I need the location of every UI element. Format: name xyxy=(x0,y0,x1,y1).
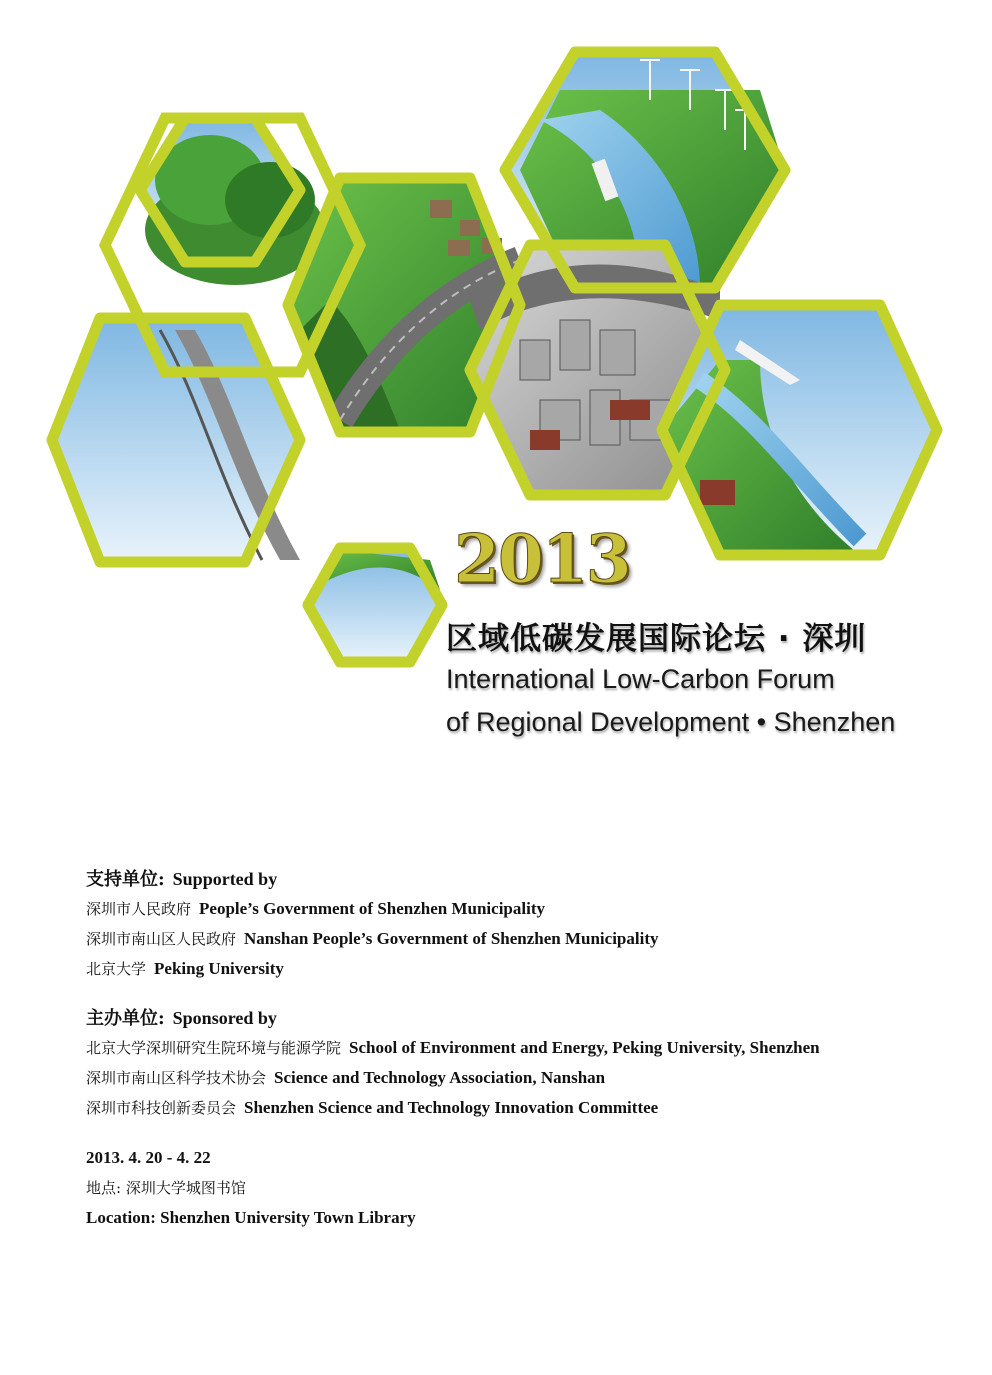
supporter-name-cn: 深圳市人民政府 xyxy=(86,900,192,918)
supported-heading xyxy=(86,864,659,894)
supporter-item xyxy=(86,894,659,924)
forum-title-cn: 区域低碳发展国际论坛 · 深圳 xyxy=(446,621,867,657)
event-dates: 2013. 4. 20 - 4. 22 xyxy=(86,1148,211,1167)
sponsor-item xyxy=(86,1033,820,1063)
sponsored-label-en: Sponsored by xyxy=(172,1008,277,1028)
event-location-cn: 地点: 深圳大学城图书馆 xyxy=(86,1179,246,1197)
event-location-en: Location: Shenzhen University Town Library xyxy=(86,1208,416,1227)
supporter-name-en: People’s Government of Shenzhen Municipality xyxy=(199,899,545,918)
forum-title-en-line2: of Regional Development • Shenzhen xyxy=(446,707,896,737)
sponsor-name-cn: 深圳市南山区科学技术协会 xyxy=(86,1069,267,1087)
supporter-name-cn: 北京大学 xyxy=(86,960,147,978)
sponsored-section xyxy=(86,1003,820,1123)
supporter-item xyxy=(86,954,659,984)
sponsor-name-en: Science and Technology Association, Nanshan xyxy=(274,1068,606,1087)
sponsor-name-en: School of Environment and Energy, Peking University, Shenzhen xyxy=(349,1038,820,1057)
sponsor-name-cn: 北京大学深圳研究生院环境与能源学院 xyxy=(86,1039,342,1057)
supporter-name-cn: 深圳市南山区人民政府 xyxy=(86,930,237,948)
supported-label-en: Supported by xyxy=(172,869,278,889)
supporter-name-en: Nanshan People’s Government of Shenzhen Municipality xyxy=(244,929,659,948)
sponsor-item xyxy=(86,1063,820,1093)
event-year: 2013 xyxy=(454,520,630,598)
sponsor-name-cn: 深圳市科技创新委员会 xyxy=(86,1099,237,1117)
event-details xyxy=(86,1143,416,1233)
sponsored-label-cn: 主办单位: xyxy=(86,1008,165,1029)
supporter-item xyxy=(86,924,659,954)
sponsor-item xyxy=(86,1093,820,1123)
sponsor-name-en: Shenzhen Science and Technology Innovation Committee xyxy=(244,1098,659,1117)
supported-section xyxy=(86,864,659,984)
sponsored-heading xyxy=(86,1003,820,1033)
supported-label-cn: 支持单位: xyxy=(86,869,165,890)
supporter-name-en: Peking University xyxy=(154,959,284,978)
forum-title-en-line1: International Low-Carbon Forum xyxy=(446,664,835,694)
